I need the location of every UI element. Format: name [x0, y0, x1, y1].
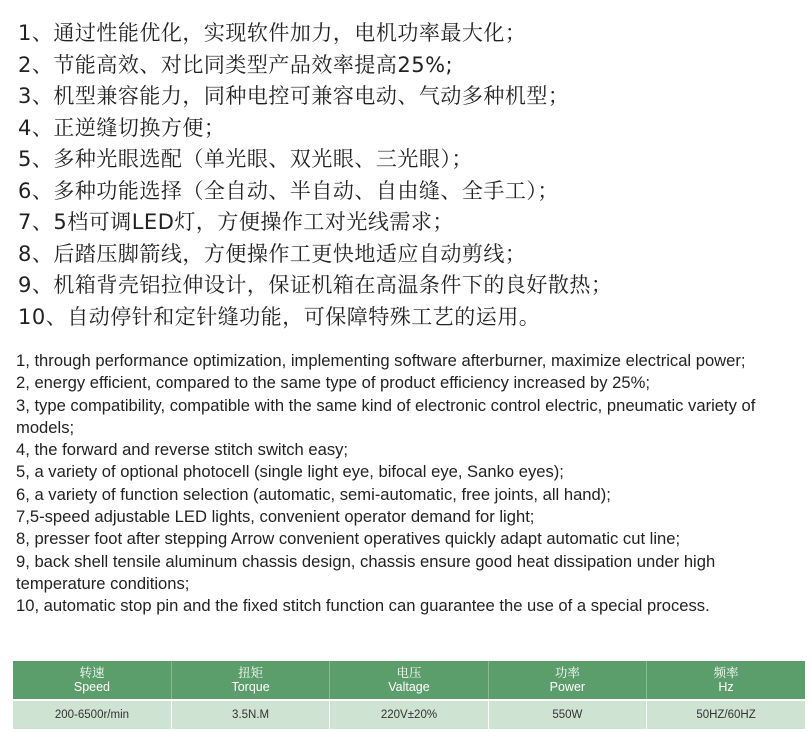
spec-header-cn: 转速: [79, 666, 105, 680]
feature-item-cn: 2、节能高效、对比同类型产品效率提高25%;: [18, 52, 454, 77]
feature-list-chinese: [18, 18, 808, 333]
spec-header-cn: 频率: [713, 666, 739, 680]
spec-header-en: Torque: [231, 680, 270, 694]
spec-value-speed: 200-6500r/min: [13, 700, 171, 729]
feature-item-en: 8, presser foot after stepping Arrow convenient operatives quickly adapt automatic cut line;: [16, 529, 681, 549]
feature-item-en: 3, type compatibility, compatible with the same kind of electronic control electric, pneumatic variety of models;: [16, 395, 756, 437]
spec-value-row: [13, 700, 805, 729]
spec-header-en: Valtage: [388, 680, 430, 694]
spec-header-torque: [171, 661, 329, 700]
spec-table: [13, 661, 805, 729]
feature-item-cn: 10、自动停针和定针缝功能，可保障特殊工艺的运用。: [18, 304, 541, 329]
feature-item-en: 9, back shell tensile aluminum chassis design, chassis ensure good heat dissipation under high temperature conditions;: [16, 551, 716, 593]
feature-item-cn: 9、机箱背壳铝拉伸设计，保证机箱在高温条件下的良好散热；: [18, 273, 613, 297]
feature-item-en: 6, a variety of function selection (automatic, semi-automatic, free joints, all hand);: [16, 484, 611, 504]
spec-header-cn: 扭矩: [238, 666, 264, 680]
feature-item-cn: 6、多种功能选择（全自动、半自动、自由缝、全手工）；: [18, 178, 559, 203]
feature-item-en: 1, through performance optimization, implementing software afterburner, maximize electrical power;: [16, 351, 746, 370]
feature-item-en: 10, automatic stop pin and the fixed stitch function can guarantee the use of a special process.: [16, 596, 710, 616]
feature-item-cn: 1、通过性能优化，实现软件加力，电机功率最大化；: [18, 21, 527, 45]
feature-list-english: [16, 350, 806, 618]
spec-header-power: [488, 661, 646, 700]
feature-item-cn: 5、多种光眼选配（单光眼、双光眼、三光眼）；: [18, 147, 473, 171]
spec-header-en: Hz: [718, 680, 734, 694]
spec-header-speed: [13, 661, 171, 700]
spec-value-frequency: 50HZ/60HZ: [647, 700, 805, 729]
spec-header-row: [13, 661, 805, 700]
feature-item-en: 2, energy efficient, compared to the same type of product efficiency increased by 25%;: [16, 373, 650, 393]
spec-header-en: Power: [549, 680, 586, 694]
feature-item-en: 7,5-speed adjustable LED lights, convenient operator demand for light;: [16, 507, 535, 527]
feature-item-en: 5, a variety of optional photocell (single light eye, bifocal eye, Sanko eyes);: [16, 462, 564, 482]
spec-header-frequency: [647, 661, 805, 700]
feature-item-cn: 4、正逆缝切换方便；: [18, 115, 226, 140]
spec-value-voltage: 220V±20%: [330, 700, 488, 729]
spec-header-cn: 电压: [396, 666, 422, 680]
feature-item-en: 4, the forward and reverse stitch switch easy;: [16, 440, 349, 460]
feature-item-cn: 7、5档可调LED灯，方便操作工对光线需求；: [18, 210, 454, 234]
feature-item-cn: 3、机型兼容能力，同种电控可兼容电动、气动多种机型；: [18, 84, 570, 108]
feature-item-cn: 8、后踏压脚箭线，方便操作工更快地适应自动剪线；: [18, 241, 527, 266]
spec-header-voltage: [330, 661, 488, 700]
spec-value-torque: 3.5N.M: [171, 700, 329, 729]
spec-header-en: Speed: [73, 680, 111, 694]
spec-header-cn: 功率: [554, 666, 580, 680]
spec-value-power: 550W: [488, 700, 646, 729]
